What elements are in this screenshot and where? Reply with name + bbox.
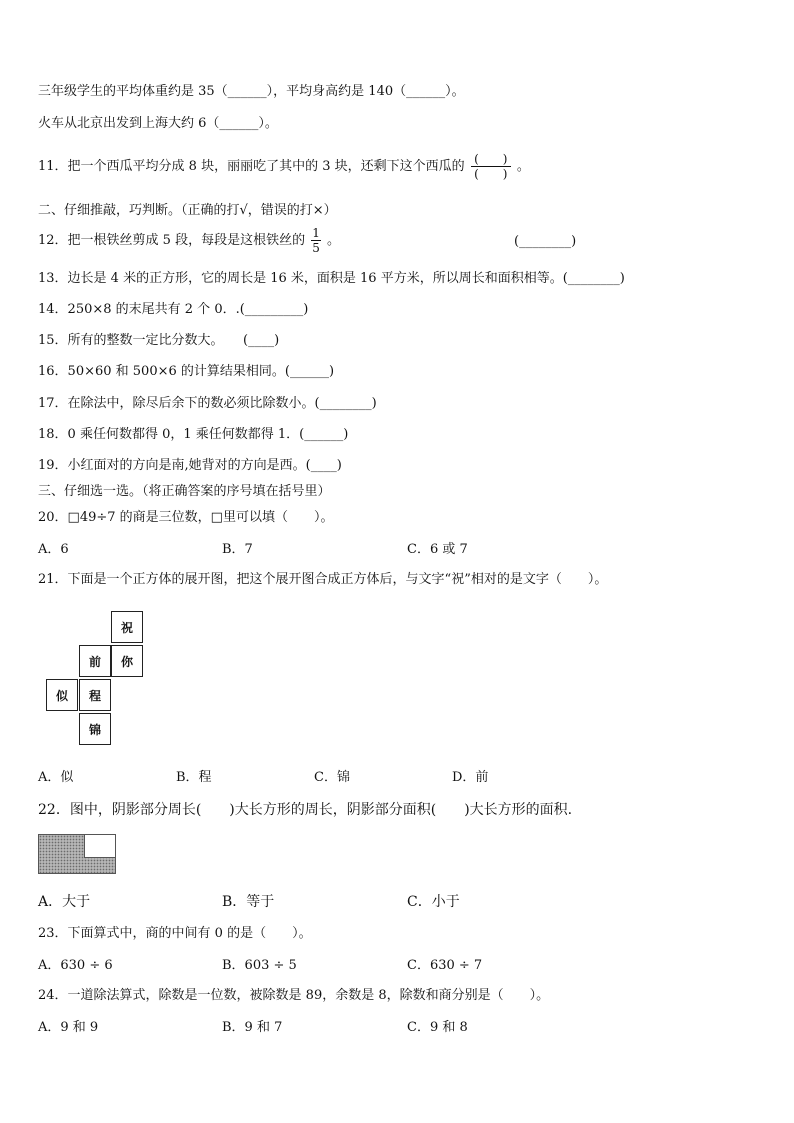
question-12 (38, 226, 340, 255)
q20-option-b[interactable]: B．7 (222, 542, 253, 557)
question-21: 21．下面是一个正方体的展开图，把这个展开图合成正方体后，与文字“祝”相对的是文字（ ）。 (38, 572, 608, 587)
cube-net-cell: 你 (111, 645, 143, 677)
q20-option-a[interactable]: A．6 (38, 542, 69, 557)
question-23: 23．下面算式中，商的中间有 0 的是（ ）。 (38, 926, 312, 941)
question-14: 14．250×8 的末尾共有 2 个 0．.(_________) (38, 302, 309, 317)
q21-option-b[interactable]: B．程 (176, 770, 212, 785)
question-18: 18．0 乘任何数都得 0，1 乘任何数都得 1．(______) (38, 427, 349, 442)
q12-denominator: 5 (312, 241, 320, 255)
question-11 (38, 152, 530, 181)
q11-denominator: ( ) (474, 167, 508, 181)
cube-net-cell: 程 (79, 679, 111, 711)
q11-numerator: ( ) (471, 152, 511, 167)
q22-option-b[interactable]: B．等于 (222, 894, 275, 910)
q24-option-a[interactable]: A．9 和 9 (38, 1020, 99, 1035)
q23-option-b[interactable]: B．603 ÷ 5 (222, 958, 297, 973)
q11-fraction (471, 152, 511, 181)
q21-option-d[interactable]: D．前 (452, 770, 489, 785)
q21-option-a[interactable]: A．似 (38, 770, 74, 785)
question-15: 15．所有的整数一定比分数大。 (____) (38, 333, 280, 348)
q24-option-c[interactable]: C．9 和 8 (407, 1020, 468, 1035)
question-24: 24．一道除法算式，除数是一位数，被除数是 89，余数是 8，除数和商分别是（ ）。 (38, 988, 550, 1003)
q11-text: 11．把一个西瓜平均分成 8 块，丽丽吃了其中的 3 块，还剩下这个西瓜的 (38, 159, 465, 174)
unshaded-corner (84, 834, 116, 858)
q23-option-a[interactable]: A．630 ÷ 6 (38, 958, 113, 973)
q23-option-c[interactable]: C．630 ÷ 7 (407, 958, 483, 973)
cube-net-cell: 前 (79, 645, 111, 677)
cube-net-cell: 锦 (79, 713, 111, 745)
shaded-rectangle-figure (38, 834, 116, 874)
question-13: 13．边长是 4 米的正方形，它的周长是 16 米，面积是 16 平方米，所以周长和面积相等。(________) (38, 271, 625, 286)
q12-answer-blank[interactable]: (________) (514, 234, 577, 249)
section-3-heading: 三、仔细选一选。（将正确答案的序号填在括号里） (38, 484, 331, 499)
q21-option-c[interactable]: C．锦 (314, 770, 350, 785)
q12-end: 。 (327, 233, 341, 248)
cube-net-cell: 似 (46, 679, 78, 711)
section-2-heading: 二、仔细推敲，巧判断。（正确的打√，错误的打×） (38, 203, 337, 218)
l1: 三年级学生的平均体重约是 35（______），平均身高约是 140（______）。 (38, 84, 465, 99)
q12-fraction (311, 226, 321, 255)
question-16: 16．50×60 和 500×6 的计算结果相同。(______) (38, 364, 335, 379)
question-17: 17．在除法中，除尽后余下的数必须比除数小。(________) (38, 396, 377, 411)
q22-option-a[interactable]: A．大于 (38, 894, 91, 910)
cube-net-cell: 祝 (111, 611, 143, 643)
q24-option-b[interactable]: B．9 和 7 (222, 1020, 283, 1035)
question-20: 20．□49÷7 的商是三位数，□里可以填（ ）。 (38, 510, 334, 525)
q12-text: 12．把一根铁丝剪成 5 段，每段是这根铁丝的 (38, 233, 306, 248)
q12-numerator: 1 (312, 226, 320, 240)
question-19: 19．小红面对的方向是南,她背对的方向是西。(____) (38, 458, 342, 473)
q22-option-c[interactable]: C．小于 (407, 894, 460, 910)
l2: 火车从北京出发到上海大约 6（______）。 (38, 116, 278, 131)
q20-option-c[interactable]: C．6 或 7 (407, 542, 468, 557)
q11-end: 。 (516, 159, 530, 174)
question-22: 22．图中，阴影部分周长( )大长方形的周长，阴影部分面积( )大长方形的面积. (38, 802, 573, 818)
